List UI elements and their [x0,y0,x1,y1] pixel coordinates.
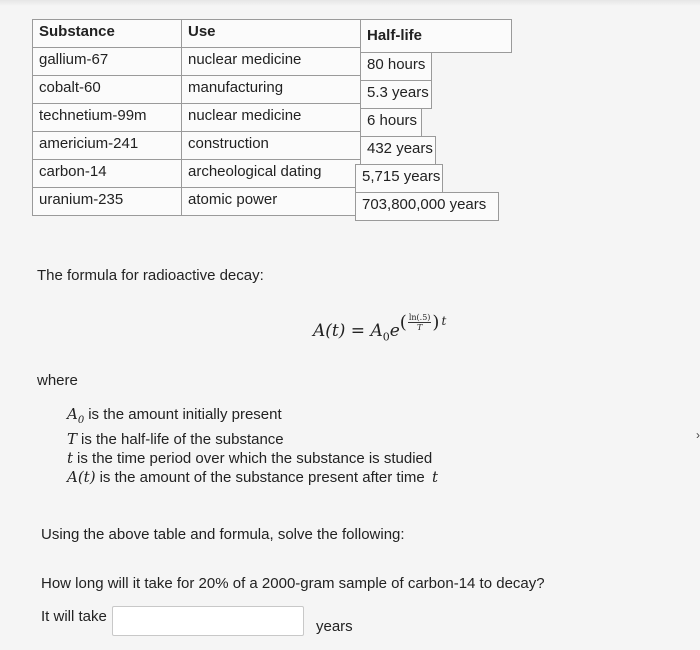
exponent-variable: t [441,314,447,328]
exponent-numerator: ln(.5) [408,312,431,322]
instruction-text: Using the above table and formula, solve the following: [41,526,405,543]
answer-prefix: It will take [41,608,107,625]
table-cell-substance: gallium-67 [32,47,182,76]
formula-lhs: A(t) [313,321,346,341]
table-cell-use: nuclear medicine [181,47,361,76]
table-header-half-life: Half-life [360,19,512,53]
symbol-t-trailing: t [431,468,438,486]
definition-amount-present [67,468,442,487]
paren-right: ) [432,312,440,333]
table-cell-half-life: 6 hours [360,108,422,137]
symbol-t-lower: t [67,449,74,467]
definition-text: is the half-life of the substance [81,431,284,448]
table-cell-half-life: 5.3 years [360,80,432,109]
formula-base-sub: 0 [382,330,390,344]
symbol-a-t: A(t) [67,468,96,486]
table-cell-use: archeological dating [181,159,361,188]
definition-time-period [67,449,442,468]
table-header-substance: Substance [32,19,182,48]
table-cell-use: manufacturing [181,75,361,104]
question-text: How long will it take for 20% of a 2000-gram sample of carbon-14 to decay? [41,575,545,592]
symbol-a0 [67,405,85,426]
exponent-denominator: T [416,322,423,332]
definition-initial-amount [67,405,442,430]
table-cell-use: atomic power [181,187,361,216]
table-cell-half-life: 703,800,000 years [355,192,499,221]
paren-left: ( [399,312,407,333]
definition-text: is the amount of the substance present after time [99,469,425,486]
decay-formula [313,312,446,343]
variable-definitions [67,405,442,487]
formula-base: A [370,321,383,341]
formula-exponent [400,312,446,333]
chevron-right-icon: › [696,428,700,442]
table-cell-substance: americium-241 [32,131,182,160]
symbol-t-upper: T [67,430,78,448]
formula-intro: The formula for radioactive decay: [37,267,264,284]
definition-text: is the time period over which the substance is studied [77,450,433,467]
table-cell-substance: uranium-235 [32,187,182,216]
table-cell-substance: carbon-14 [32,159,182,188]
table-cell-substance: cobalt-60 [32,75,182,104]
table-cell-substance: technetium-99m [32,103,182,132]
table-header-use: Use [181,19,361,48]
exponent-fraction [408,313,432,332]
symbol-a0-letter: A [67,405,78,423]
table-cell-half-life: 432 years [360,136,436,165]
top-divider [0,0,700,6]
formula-equals: = [350,321,366,341]
definition-text: is the amount initially present [88,406,282,423]
answer-unit: years [316,618,353,635]
answer-input[interactable] [112,606,304,636]
table-cell-use: construction [181,131,361,160]
formula-e: e [389,321,400,341]
symbol-a0-sub: 0 [77,415,85,426]
where-label: where [37,372,78,389]
table-cell-half-life: 80 hours [360,52,432,81]
table-cell-use: nuclear medicine [181,103,361,132]
table-cell-half-life: 5,715 years [355,164,443,193]
definition-half-life [67,430,442,449]
